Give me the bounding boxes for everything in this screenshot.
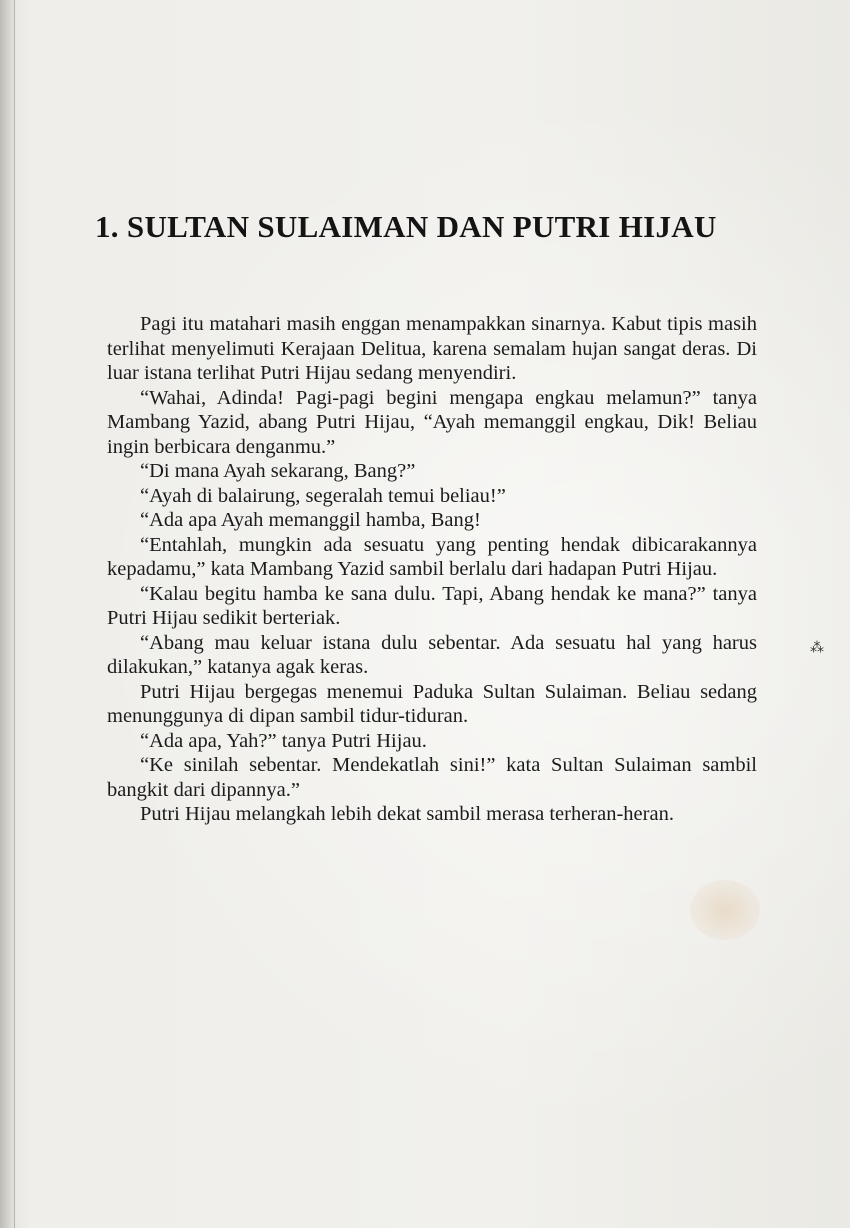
page-edge-line bbox=[14, 0, 15, 1228]
ink-speck-icon: ⁂ bbox=[810, 640, 824, 656]
paragraph: “Wahai, Adinda! Pagi-pagi begini mengapa engkau melamun?” tanya Mambang Yazid, abang Putri Hijau, “Ayah memanggil engkau, Dik! Beliau ingin berbicara denganmu.” bbox=[107, 386, 757, 458]
paper-stain bbox=[690, 880, 760, 940]
chapter-body bbox=[107, 312, 757, 827]
paragraph: “Abang mau keluar istana dulu sebentar. Ada sesuatu hal yang harus dilakukan,” katanya agak keras. bbox=[107, 631, 757, 678]
chapter-title: 1. SULTAN SULAIMAN DAN PUTRI HIJAU bbox=[95, 209, 717, 244]
paragraph: “Entahlah, mungkin ada sesuatu yang penting hendak dibicarakannya kepadamu,” kata Mambang Yazid sambil berlalu dari hadapan Putri Hijau. bbox=[107, 533, 757, 580]
paragraph: Putri Hijau melangkah lebih dekat sambil merasa terheran-heran. bbox=[140, 803, 674, 825]
paragraph: “Kalau begitu hamba ke sana dulu. Tapi, Abang hendak ke mana?” tanya Putri Hijau sedikit berteriak. bbox=[107, 582, 757, 629]
paragraph: “Ada apa, Yah?” tanya Putri Hijau. bbox=[140, 729, 427, 752]
paragraph: “Ayah di balairung, segeralah temui beliau!” bbox=[140, 484, 506, 507]
paragraph: “Di mana Ayah sekarang, Bang?” bbox=[140, 460, 416, 482]
paragraph: “Ke sinilah sebentar. Mendekatlah sini!” kata Sultan Sulaiman sambil bangkit dari dipannya.” bbox=[107, 754, 757, 801]
paragraph: Pagi itu matahari masih enggan menampakkan sinarnya. Kabut tipis masih terlihat menyelimuti Kerajaan Delitua, karena semalam hujan sangat deras. Di luar istana terlihat Putri Hijau sedang menyendiri. bbox=[107, 313, 757, 384]
paragraph: Putri Hijau bergegas menemui Paduka Sultan Sulaiman. Beliau sedang menunggunya di dipan sambil tidur-tiduran. bbox=[107, 680, 757, 727]
paragraph: “Ada apa Ayah memanggil hamba, Bang! bbox=[140, 509, 481, 531]
